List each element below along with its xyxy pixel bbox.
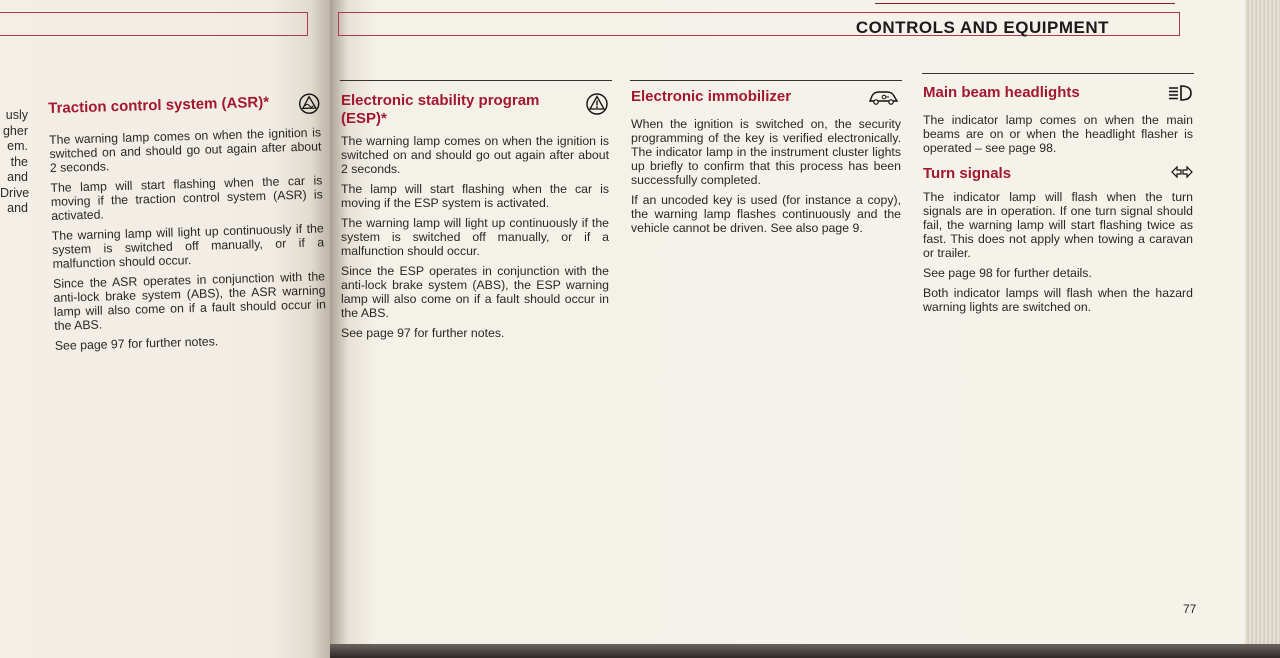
- esp-paragraph: See page 97 for further notes.: [341, 326, 505, 340]
- turn-signals-paragraph: See page 98 for further details.: [923, 266, 1092, 280]
- right-column: [923, 84, 1193, 320]
- asr-paragraph: Since the ASR operates in conjunction with the anti-lock brake system (ABS), the ASR warning lamp will also come on if a fault should occur in the ABS.: [52, 269, 327, 333]
- car-key-icon: [867, 88, 901, 111]
- immobilizer-title: Electronic immobilizer: [631, 88, 792, 105]
- esp-title: Electronic stability program (ESP)*: [341, 92, 540, 127]
- column-rule: [630, 80, 902, 81]
- asr-paragraph: The lamp will start flashing when the car is moving if the traction control system (ASR) is activated.: [50, 173, 323, 223]
- main-beam-paragraph: The indicator lamp comes on when the main beams are on or when the headlight flasher is operated – see page 98.: [923, 113, 1193, 155]
- page-number: 77: [1183, 602, 1197, 616]
- immobilizer-paragraph: When the ignition is switched on, the security programming of the key is verified electronically. The indicator lamp in the instrument cluster lights up briefly to confirm that this process has been successfully completed.: [631, 117, 901, 187]
- main-beam-icon: [1167, 84, 1193, 107]
- right-header-box: [338, 12, 1180, 36]
- asr-title: Traction control system (ASR)*: [48, 93, 270, 117]
- book-bottom-shadow: [330, 644, 1280, 658]
- esp-heading: [341, 92, 609, 128]
- column-rule: [340, 80, 612, 81]
- main-beam-title: Main beam headlights: [923, 84, 1080, 101]
- esp-paragraph: Since the ESP operates in conjunction with the anti-lock brake system (ABS), the ESP warning lamp will also come on if a fault should occur in the ABS.: [341, 264, 609, 320]
- asr-heading: [48, 92, 321, 127]
- right-page: [330, 0, 1245, 644]
- stub-line: em.: [7, 139, 28, 153]
- stub-line: gher: [2, 123, 28, 138]
- asr-section: [48, 92, 327, 358]
- column-rule: [922, 73, 1194, 74]
- esp-paragraph: The warning lamp comes on when the ignition is switched on and should go out again after about 2 seconds.: [341, 134, 609, 176]
- left-header-box: [0, 12, 308, 36]
- turn-signals-paragraph: The indicator lamp will flash when the turn signals are in operation. If one turn signal should fail, the warning lamp will start flashing twice as fast. This does not apply when towing a caravan or trailer.: [923, 190, 1193, 260]
- header-rule: [875, 3, 1175, 4]
- book-page-edges: [1245, 0, 1280, 658]
- stub-line: the: [10, 154, 28, 169]
- stub-line: and: [7, 170, 28, 184]
- immobilizer-section: [631, 88, 901, 241]
- stub-line: and: [7, 201, 28, 215]
- turn-signals-heading: [923, 165, 1193, 184]
- left-page: [0, 0, 330, 658]
- main-beam-heading: [923, 84, 1193, 107]
- esp-paragraph: The warning lamp will light up continuously if the system is switched off manually, or if a malfunction should occur.: [341, 216, 609, 258]
- asr-paragraph: The warning lamp comes on when the ignition is switched on and should go out again after about 2 seconds.: [48, 125, 322, 175]
- turn-signal-arrows-icon: [1171, 165, 1193, 184]
- asr-paragraph: The warning lamp will light up continuously if the system is switched off manually, or if a malfunction should occur.: [51, 221, 325, 271]
- immobilizer-paragraph: If an uncoded key is used (for instance a copy), the warning lamp flashes continuously and the vehicle cannot be driven. See also page 9.: [631, 193, 901, 235]
- immobilizer-heading: [631, 88, 901, 111]
- turn-signals-title: Turn signals: [923, 165, 1012, 182]
- turn-signals-paragraph: Both indicator lamps will flash when the hazard warning lights are switched on.: [923, 286, 1193, 314]
- asr-paragraph: See page 97 for further notes.: [54, 334, 219, 353]
- traction-control-icon: [298, 92, 321, 120]
- esp-paragraph: The lamp will start flashing when the car is moving if the ESP system is activated.: [341, 182, 609, 210]
- stub-line: usly: [5, 108, 28, 122]
- stub-line: Drive: [0, 185, 30, 200]
- stability-program-icon: [585, 92, 609, 121]
- page-title: CONTROLS AND EQUIPMENT: [855, 18, 1109, 37]
- esp-section: [341, 92, 609, 346]
- left-margin-text-fragments: [0, 108, 32, 217]
